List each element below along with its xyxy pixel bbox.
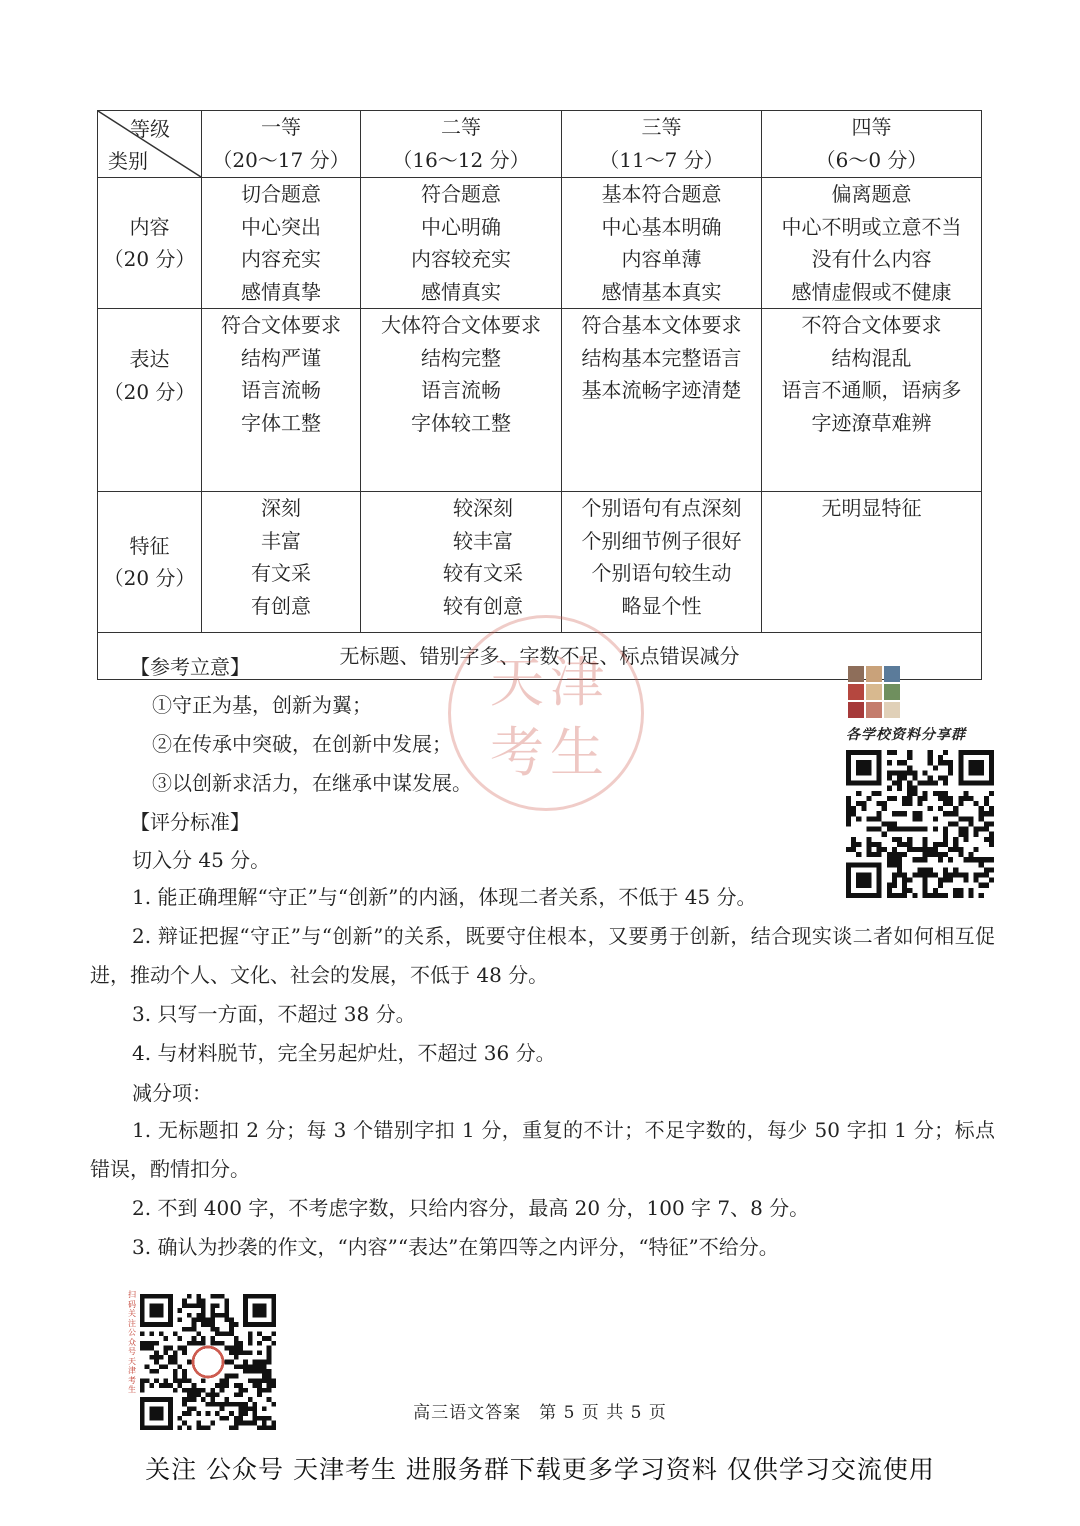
table-cell — [202, 309, 361, 492]
row-label: 内容 — [129, 214, 170, 239]
reference-item: ①守正为基，创新为翼； — [152, 693, 372, 717]
grade-name: 三等 — [641, 115, 682, 139]
grade-header — [562, 111, 762, 178]
grade-header — [361, 111, 562, 178]
cell-line: 感情虚假或不健康 — [791, 279, 952, 304]
cell-line: 不符合文体要求 — [801, 313, 942, 337]
cell-line: 感情真挚 — [241, 279, 321, 304]
cell-line: 有创意 — [251, 593, 311, 618]
cell-line: 深刻 — [261, 496, 301, 520]
table-cell — [762, 309, 982, 492]
cell-line: 中心基本明确 — [601, 214, 722, 239]
table-cell — [762, 178, 982, 309]
seal-text-top: 天津 — [490, 651, 610, 714]
cell-line: 切合题意 — [241, 182, 321, 206]
grade-range: （16～12 分） — [392, 147, 530, 172]
table-row-expression — [98, 309, 982, 492]
row-label: 特征 — [129, 533, 170, 558]
cell-line: 偏离题意 — [831, 182, 912, 206]
row-label-cell — [98, 178, 202, 309]
cell-line: 内容较充实 — [411, 247, 511, 271]
scoring-rule: 3. 只写一方面，不超过 38 分。 — [132, 1002, 416, 1026]
cell-line: 符合基本文体要求 — [581, 313, 742, 337]
table-cell — [562, 492, 762, 633]
cell-line: 语言不通顺，语病多 — [781, 378, 962, 402]
cell-line: 中心明确 — [421, 214, 501, 239]
table-cell — [361, 309, 562, 492]
row-score: （20 分） — [103, 379, 196, 404]
deduction-heading: 减分项： — [132, 1081, 212, 1105]
scoring-entry: 切入分 45 分。 — [132, 848, 271, 872]
reference-item: ③以创新求活力，在继承中谋发展。 — [152, 771, 472, 795]
row-label-cell — [98, 309, 202, 492]
cell-line: 符合文体要求 — [221, 313, 341, 337]
table-row-feature — [98, 492, 982, 633]
seal-text-bottom: 考生 — [490, 721, 610, 784]
cell-line: 内容充实 — [241, 247, 321, 271]
promo-banner: 关注 公众号 天津考生 进服务群下载更多学习资料 仅供学习交流使用 — [145, 1455, 935, 1484]
grade-header — [762, 111, 982, 178]
cell-line: 字体工整 — [241, 410, 321, 435]
cell-line: 较深刻 — [453, 496, 513, 520]
cell-line: 个别细节例子很好 — [581, 528, 742, 553]
reference-heading: 【参考立意】 — [130, 655, 250, 679]
row-label: 表达 — [129, 347, 170, 371]
table-header-row — [98, 111, 982, 178]
corner-cell — [98, 111, 202, 178]
row-score: （20 分） — [103, 247, 196, 271]
deduction-rule: 1. 无标题扣 2 分；每 3 个错别字扣 1 分，重复的不计；不足字数的，每少 50 字扣 1 分；标点错误，酌情扣分。 — [90, 1118, 995, 1181]
cell-line: 基本符合题意 — [601, 182, 722, 206]
cell-line: 语言流畅 — [241, 378, 321, 402]
table-cell — [202, 492, 361, 633]
deduction-rule: 2. 不到 400 字，不考虑字数，只给内容分，最高 20 分，100 字 7、8 分。 — [132, 1196, 810, 1220]
page-number: 高三语文答案 第 5 页 共 5 页 — [413, 1403, 667, 1423]
corner-category-label: 类别 — [108, 149, 148, 173]
qr-follow-caption: 扫码关注公众号天津考生 — [128, 1290, 136, 1394]
table-row-content — [98, 178, 982, 309]
grading-rubric-table — [97, 110, 982, 680]
cell-line: 基本流畅字迹清楚 — [581, 378, 742, 402]
cell-line: 有文采 — [251, 561, 311, 585]
cell-line: 字迹潦草难辨 — [811, 410, 932, 435]
grade-name: 一等 — [261, 115, 301, 139]
cell-line: 感情真实 — [421, 279, 501, 304]
grade-range: （6～0 分） — [815, 147, 928, 172]
scoring-rule: 2. 辩证把握“守正”与“创新”的关系，既要守住根本，又要勇于创新，结合现实谈二者如何相互促进，推动个人、文化、社会的发展，不低于 48 分。 — [90, 924, 995, 987]
cell-line: 丰富 — [261, 528, 301, 553]
group-avatar-icon — [848, 666, 900, 718]
reference-item: ②在传承中突破，在创新中发展； — [152, 732, 452, 756]
cell-line: 内容单薄 — [621, 247, 702, 271]
table-cell — [361, 492, 562, 633]
scoring-rule: 4. 与材料脱节，完全另起炉灶，不超过 36 分。 — [132, 1041, 556, 1065]
cell-line: 感情基本真实 — [601, 279, 722, 304]
cell-line: 结构严谨 — [241, 345, 321, 370]
cell-line: 个别语句较生动 — [591, 561, 732, 585]
table-cell — [361, 178, 562, 309]
grade-range: （20～17 分） — [212, 147, 350, 172]
scoring-rule: 1. 能正确理解“守正”与“创新”的内涵，体现二者关系，不低于 45 分。 — [132, 885, 757, 909]
grade-name: 二等 — [441, 115, 481, 139]
corner-level-label: 等级 — [130, 117, 170, 141]
table-cell — [562, 178, 762, 309]
cell-line: 结构基本完整语言 — [581, 345, 742, 370]
cell-line: 较丰富 — [453, 528, 513, 553]
scoring-heading: 【评分标准】 — [130, 810, 250, 834]
cell-line: 中心不明或立意不当 — [781, 214, 962, 239]
cell-line: 无明显特征 — [821, 496, 922, 520]
cell-line: 中心突出 — [241, 214, 321, 239]
cell-line: 没有什么内容 — [811, 247, 932, 271]
deduction-rule: 3. 确认为抄袭的作文，“内容”“表达”在第四等之内评分，“特征”不给分。 — [132, 1235, 779, 1259]
cell-line: 大体符合文体要求 — [381, 313, 541, 337]
qr-share-caption: 各学校资料分享群 — [846, 727, 966, 743]
cell-line: 符合题意 — [421, 182, 501, 206]
cell-line: 较有创意 — [443, 593, 523, 618]
row-label-cell — [98, 492, 202, 633]
qr-code-icon[interactable] — [846, 750, 994, 898]
cell-line: 字体较工整 — [411, 410, 511, 435]
table-cell — [202, 178, 361, 309]
grade-name: 四等 — [851, 115, 892, 139]
grade-range: （11～7 分） — [599, 147, 724, 172]
cell-line: 结构混乱 — [831, 345, 912, 370]
cell-line: 较有文采 — [443, 561, 523, 585]
cell-line: 语言流畅 — [421, 378, 501, 402]
cell-line: 个别语句有点深刻 — [581, 496, 742, 520]
table-cell — [762, 492, 982, 633]
grade-header — [202, 111, 361, 178]
cell-line: 结构完整 — [421, 345, 501, 370]
table-footer-note: 无标题、错别字多、字数不足、标点错误减分 — [98, 633, 982, 680]
cell-line: 略显个性 — [621, 593, 702, 618]
table-cell — [562, 309, 762, 492]
row-score: （20 分） — [103, 566, 196, 590]
